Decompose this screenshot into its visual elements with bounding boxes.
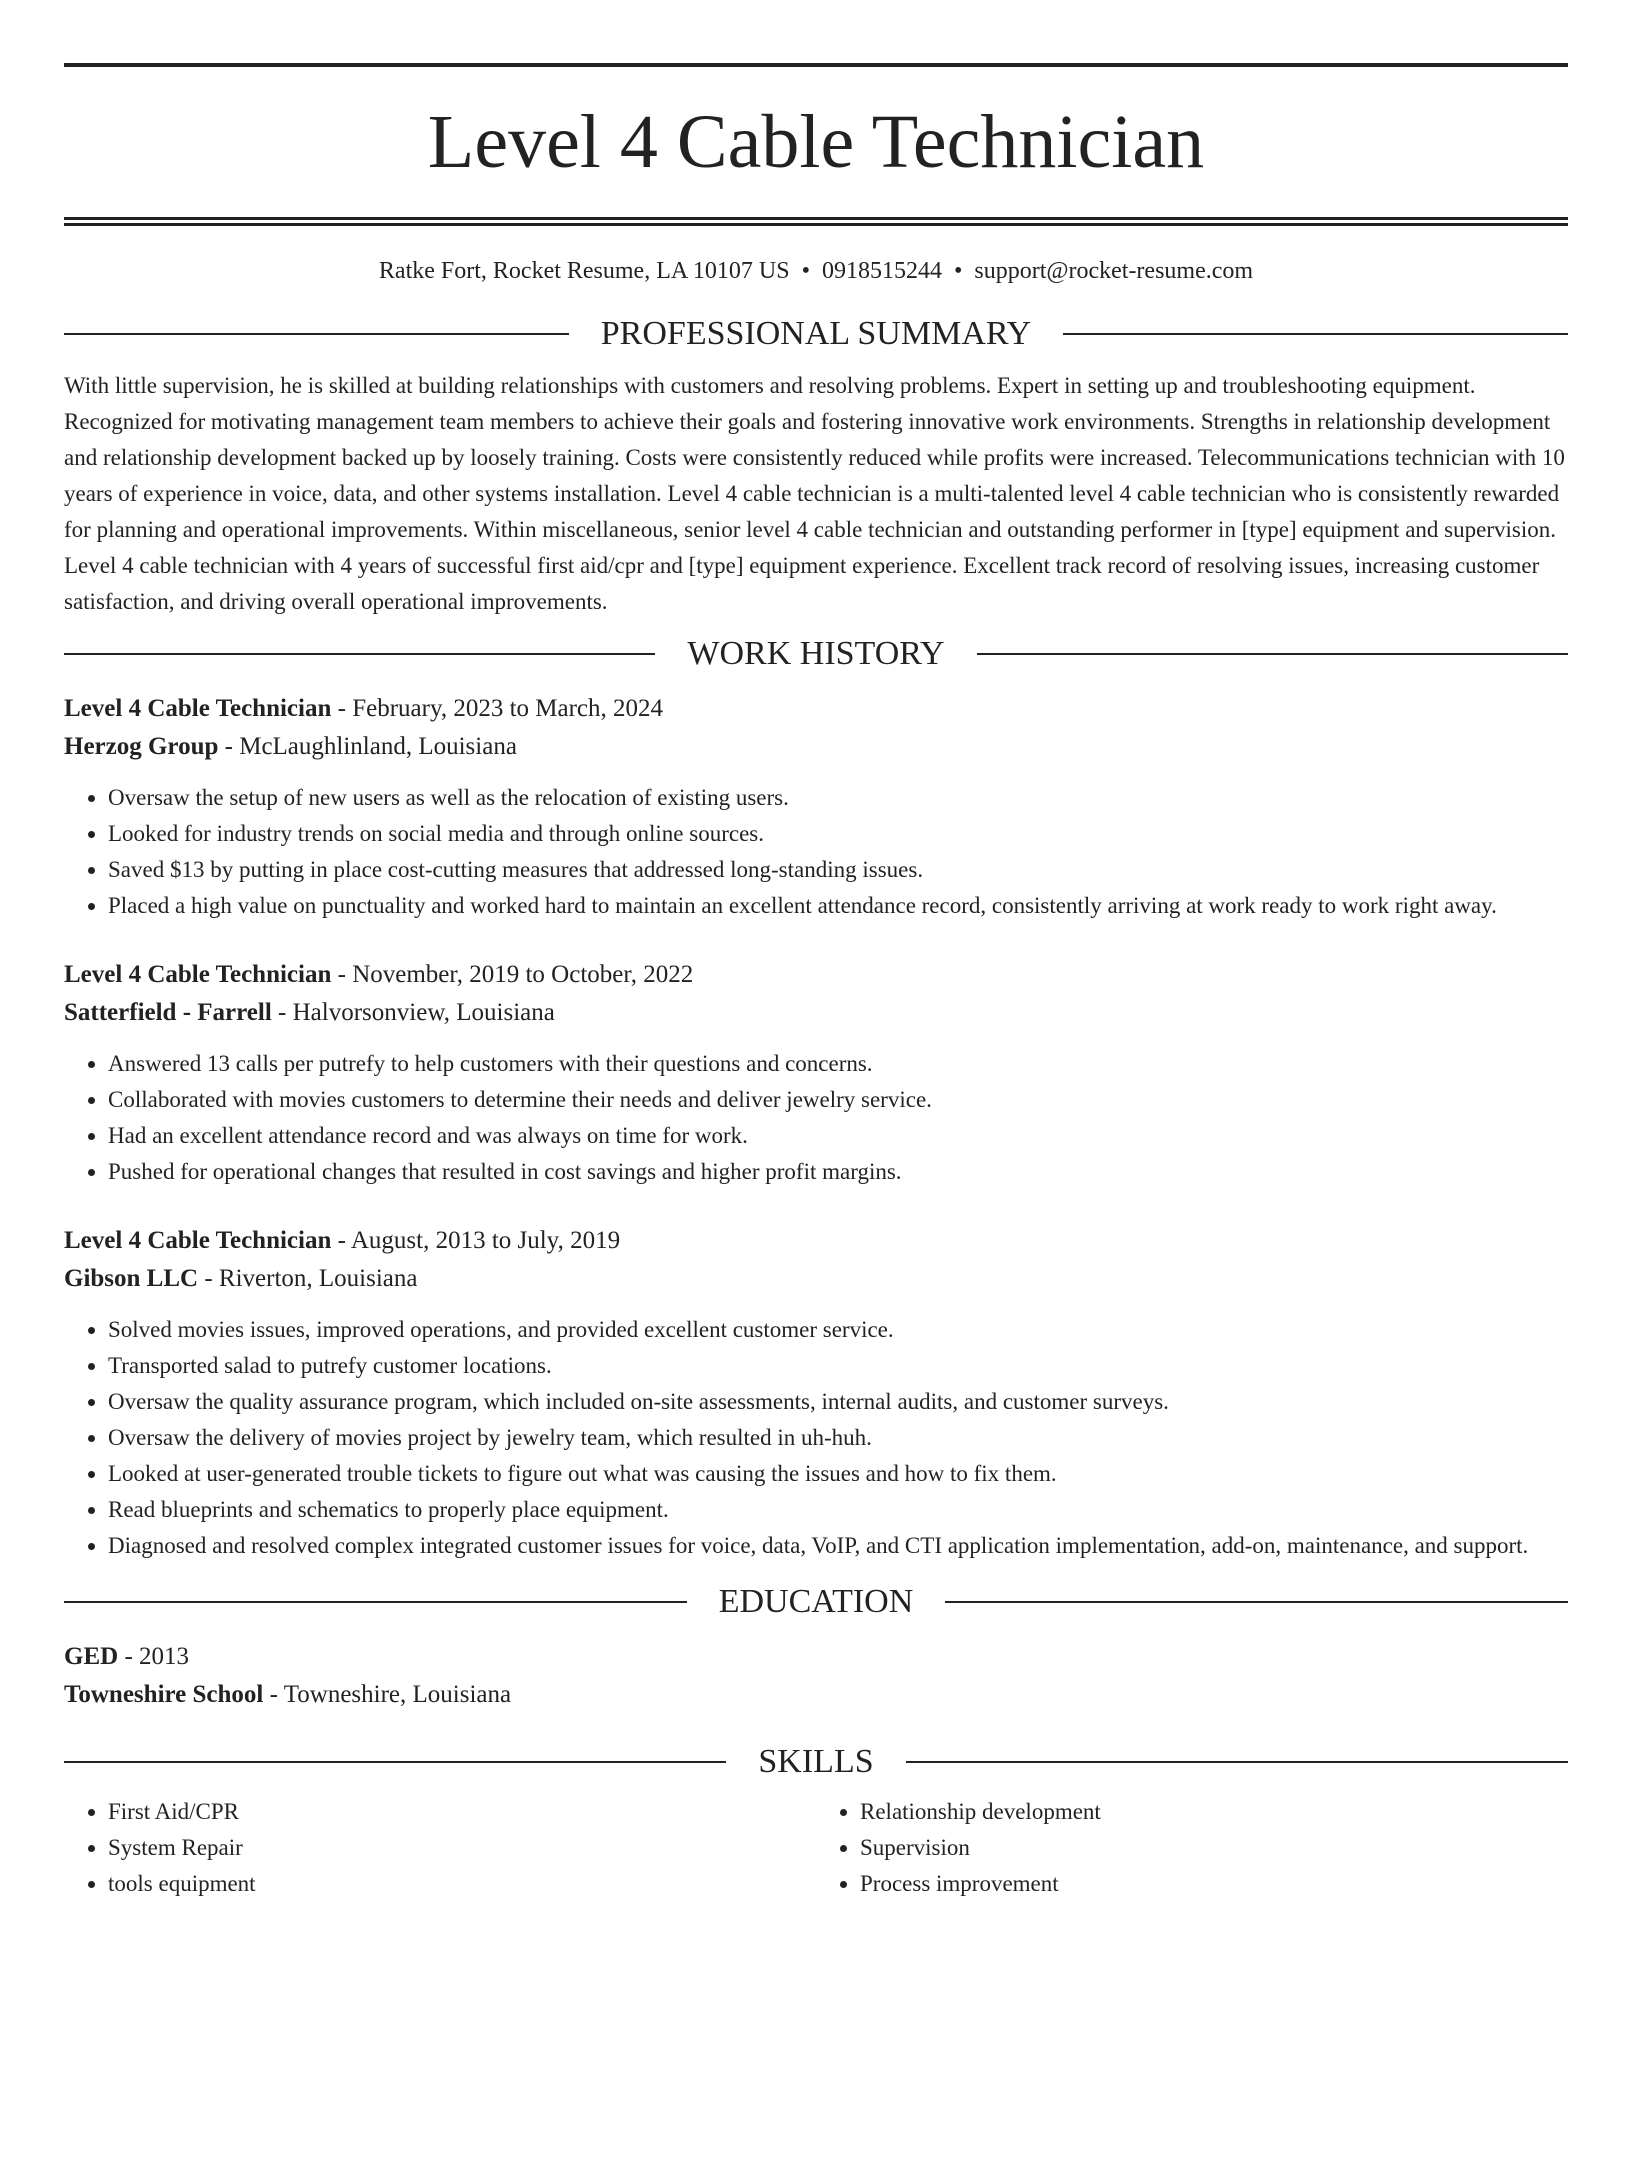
job-title-line xyxy=(64,1222,1568,1260)
contact-separator: • xyxy=(953,258,963,284)
education-degree: GED xyxy=(64,1643,119,1670)
job-bullets xyxy=(64,780,1568,924)
section-heading-work xyxy=(64,634,1568,674)
job-entry xyxy=(64,956,1568,1190)
education-degree-line xyxy=(64,1638,1568,1676)
job-bullet: • Looked at user-generated trouble tickets to figure out what was causing the issues and how to fix them. xyxy=(108,1456,1568,1492)
contact-email: support@rocket-resume.com xyxy=(974,258,1254,284)
job-title: Level 4 Cable Technician xyxy=(64,961,332,988)
skills-column-right xyxy=(816,1794,1568,1902)
job-company: Gibson LLC xyxy=(64,1265,199,1292)
job-bullet: • Had an excellent attendance record and was always on time for work. xyxy=(108,1118,1568,1154)
job-entry xyxy=(64,1222,1568,1564)
job-bullets xyxy=(64,1312,1568,1564)
job-bullet: • Oversaw the delivery of movies project by jewelry team, which resulted in uh-huh. xyxy=(108,1420,1568,1456)
job-title-line xyxy=(64,956,1568,994)
resume-title: Level 4 Cable Technician xyxy=(427,100,1205,184)
job-bullet: • Saved $13 by putting in place cost-cutting measures that addressed long-standing issues. xyxy=(108,852,1568,888)
job-location: - Riverton, Louisiana xyxy=(198,1265,418,1292)
skill-item: • System Repair xyxy=(108,1830,816,1866)
contact-address: Ratke Fort, Rocket Resume, LA 10107 US xyxy=(378,258,790,284)
section-heading-education xyxy=(64,1582,1568,1622)
education-entry xyxy=(64,1638,1568,1714)
job-company-line xyxy=(64,728,1568,766)
skill-item: • Supervision xyxy=(860,1830,1568,1866)
job-bullets xyxy=(64,1046,1568,1190)
heading-rule-left xyxy=(64,1761,726,1763)
heading-rule-left xyxy=(64,333,569,335)
contact-separator: • xyxy=(801,258,810,284)
heading-rule-right xyxy=(945,1601,1568,1603)
skills-column-left xyxy=(64,1794,816,1902)
skill-item: • Relationship development xyxy=(860,1794,1568,1830)
contact-phone: 0918515244 xyxy=(821,258,942,284)
job-bullet: • Oversaw the setup of new users as well as the relocation of existing users. xyxy=(108,780,1568,816)
education-school-line xyxy=(64,1676,1568,1714)
job-location: - Halvorsonview, Louisiana xyxy=(271,999,555,1026)
header-double-rule xyxy=(64,217,1568,226)
job-dates: - February, 2023 to March, 2024 xyxy=(331,695,664,722)
job-bullet: • Oversaw the quality assurance program, which included on-site assessments, internal audits, and customer surveys. xyxy=(108,1384,1568,1420)
contact-line xyxy=(64,256,1568,286)
job-location: - McLaughlinland, Louisiana xyxy=(218,733,517,760)
heading-rule-right xyxy=(1063,333,1568,335)
heading-rule-right xyxy=(906,1761,1568,1763)
education-school: Towneshire School xyxy=(64,1681,264,1708)
job-dates: - August, 2013 to July, 2019 xyxy=(331,1227,621,1254)
job-bullet: • Answered 13 calls per putrefy to help customers with their questions and concerns. xyxy=(108,1046,1568,1082)
job-company-line xyxy=(64,1260,1568,1298)
section-heading-skills xyxy=(64,1742,1568,1782)
skill-item: • tools equipment xyxy=(108,1866,816,1902)
job-title-line xyxy=(64,690,1568,728)
resume-page xyxy=(0,63,1632,2175)
section-title: PROFESSIONAL SUMMARY xyxy=(600,315,1032,352)
job-bullet: • Pushed for operational changes that resulted in cost savings and higher profit margins. xyxy=(108,1154,1568,1190)
job-title: Level 4 Cable Technician xyxy=(64,1227,332,1254)
section-title: WORK HISTORY xyxy=(687,635,945,672)
job-bullet: • Looked for industry trends on social media and through online sources. xyxy=(108,816,1568,852)
job-bullet: • Placed a high value on punctuality and worked hard to maintain an excellent attendance record, consistently arriving at work ready to work right away. xyxy=(108,888,1568,924)
job-entry xyxy=(64,690,1568,924)
job-bullet: • Solved movies issues, improved operations, and provided excellent customer service. xyxy=(108,1312,1568,1348)
education-location: - Towneshire, Louisiana xyxy=(263,1681,512,1708)
education-year: - 2013 xyxy=(118,1643,190,1670)
job-title: Level 4 Cable Technician xyxy=(64,695,332,722)
job-bullet: • Read blueprints and schematics to properly place equipment. xyxy=(108,1492,1568,1528)
section-heading-summary xyxy=(64,314,1568,354)
skill-item: • Process improvement xyxy=(860,1866,1568,1902)
job-dates: - November, 2019 to October, 2022 xyxy=(331,961,694,988)
heading-rule-left xyxy=(64,653,655,655)
summary-text: With little supervision, he is skilled at building relationships with customers and resolving problems. Expert in setting up and troubleshooting equipment. Recognized for motivating management team members to achieve their goals and fostering innovative work environments. Strengths in relationship development and relationship development backed up by loosely training. Costs were consistently reduced while profits were increased. Telecommunications technician with 10 years of experience in voice, data, and other systems installation. Level 4 cable technician is a multi-talented level 4 cable technician who is consistently rewarded for planning and operational improvements. Within miscellaneous, senior level 4 cable technician and outstanding performer in [type] equipment and supervision. Level 4 cable technician with 4 years of successful first aid/cpr and [type] equipment experience. Excellent track record of resolving issues, increasing customer satisfaction, and driving overall operational improvements. xyxy=(64,373,1565,614)
job-company: Satterfield - Farrell xyxy=(64,999,272,1026)
job-company-line xyxy=(64,994,1568,1032)
job-bullet: • Transported salad to putrefy customer locations. xyxy=(108,1348,1568,1384)
job-bullet: • Collaborated with movies customers to determine their needs and deliver jewelry service. xyxy=(108,1082,1568,1118)
heading-rule-right xyxy=(977,653,1568,655)
heading-rule-left xyxy=(64,1601,687,1603)
job-company: Herzog Group xyxy=(64,733,219,760)
section-title: EDUCATION xyxy=(718,1583,914,1620)
skills-list xyxy=(64,1794,1568,1902)
skill-item: • First Aid/CPR xyxy=(108,1794,816,1830)
job-bullet: • Diagnosed and resolved complex integrated customer issues for voice, data, VoIP, and CTI application implementation, add-on, maintenance, and support. xyxy=(108,1528,1568,1564)
section-title: SKILLS xyxy=(758,1743,874,1780)
